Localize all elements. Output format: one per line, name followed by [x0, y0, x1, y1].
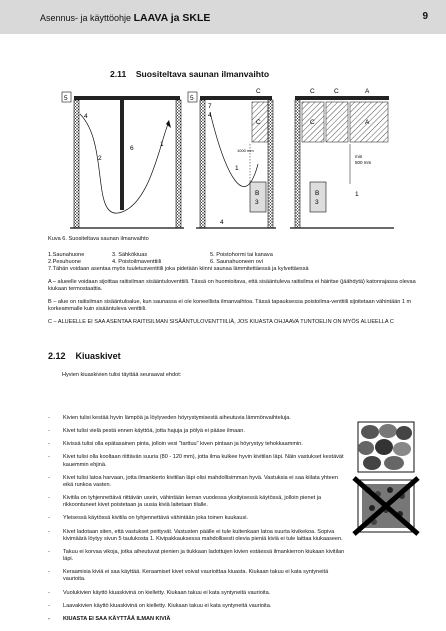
diagram-panel-2	[188, 92, 276, 228]
section-heading: Kiuaskivet	[75, 351, 121, 361]
label-7: 7	[208, 103, 212, 110]
legend-item: 6. Saunahuoneen ovi	[210, 259, 263, 266]
header-title	[40, 12, 210, 24]
legend-item: 4. Poistoilmaventtiili	[112, 259, 162, 266]
ventilation-figure	[50, 84, 395, 234]
wrong-stone-stacking	[354, 478, 418, 534]
label-500mm: 500 mm	[355, 160, 372, 165]
label-4b: 4	[208, 112, 212, 119]
legend-col-1	[48, 252, 84, 266]
label-1c: 1	[355, 191, 359, 198]
page-header	[0, 0, 446, 34]
list-item: - Kivet tulisi vielä pestä ennen käyttöä, jotta hajuja ja pölyä ei pääse ilmaan.	[48, 428, 245, 435]
list-item: - Kivet ladotaan siten, että vastukset peittyvät. Vastusten päälle ei tule kuitenkaan latoa suurta kivikekoa. Sopiva kivimäärä löytyy sivun 5 taulukosta 1. Kivipakkauksessa mahdollisesti olevia pieniä kiviä ei tule laittaa kiukaaseen.	[48, 528, 343, 542]
label-5b: 5	[190, 95, 194, 102]
stone-requirements-list	[48, 415, 348, 623]
section-number: 2.11	[110, 69, 127, 79]
label-1b: 1	[235, 165, 239, 172]
legend-line-7: 7.Tähän voidaan asentaa myös tuuletusventtiili joka pidetään kiinni saunaa lämmitettäessä ja kylvettäessä	[48, 266, 309, 272]
section-title-stones	[48, 351, 121, 361]
list-item: - Kivien tulisi kestää hyvin lämpöä ja löylyveden höyrystymisestä aiheutuvia lämmönvaihteluja.	[48, 415, 291, 421]
list-item: - Laavakivien käyttö kiuaskivinä on kielletty. Kiukaan takuu ei kata syntyneitä vaurioita.	[48, 602, 272, 609]
list-item: - Kivet tulisi latoa harvaan, jotta ilmankierto kivitilan läpi olisi mahdollisimman hyvä. Vastuksia ei saa kiilata yhteen eikä runkoa vasten.	[48, 474, 338, 488]
label-3a: 3	[255, 199, 259, 206]
legend-item: 5. Poistohormi tai kanava	[210, 252, 273, 258]
list-item: - Kivitila on tyhjennettävä riittävän usein, vähintään kerran vuodessa yksityisessä käytössä, jolloin pienet ja rikkoontuneet kivet poistetaan ja uusia kiviä laitetaan tilalle.	[48, 495, 322, 509]
label-min: min	[355, 154, 363, 159]
list-item: - Kivet tulisi olla kooltaan riittävän suuria (80 - 120 mm), jotta ilma kulkee hyvin kivitilan läpi. Näin vastukset kestävät kauemmin ehjinä.	[48, 454, 344, 468]
label-1000mm: 1000 mm	[237, 148, 254, 153]
header-left-text: Asennus- ja käyttöohje	[40, 13, 132, 23]
label-c5: C	[310, 119, 315, 126]
legend-item: 1.Saunahuone	[48, 252, 85, 258]
label-2: 2	[98, 155, 102, 162]
figure-caption: Kuva 6. Suositeltava saunan ilmanvaihto	[48, 236, 149, 242]
list-item: - Keraamisia kiviä ei saa käyttää. Keraamiset kivet voivat vaurioittaa kiuasta. Kiukaan takuu ei kata syntyneitä vaurioita.	[48, 569, 329, 583]
page-number: 9	[422, 11, 428, 22]
stones-intro: Hyvien kiuaskivien tulisi täyttää seuraavat ehdot:	[62, 372, 182, 378]
legend-col-3	[210, 252, 273, 266]
legend-col-2	[112, 252, 161, 266]
label-5: 5	[64, 95, 68, 102]
list-item: - Kivissä tulisi olla epätasainen pinta, jolloin vesi "tarttuu" kiven pintaan ja höyrystyy tehokkaammin.	[48, 441, 303, 448]
label-c1: C	[256, 88, 261, 95]
label-4: 4	[84, 113, 88, 120]
diagram-panel-1	[62, 92, 184, 228]
diagram-panel-3	[290, 96, 394, 228]
label-c4: C	[334, 88, 339, 95]
label-b2: B	[315, 190, 320, 197]
label-6: 6	[130, 145, 134, 152]
label-b1: B	[255, 190, 260, 197]
legend-item: 3. Sähkökiuas	[112, 252, 148, 258]
note-b: B – alue on raitisilman sisääntuloalue, kun saunassa ei ole koneellista ilmanvaihtoa. Tässä tapauksessa poistoilma-venttiili sijoitetaan vähintään 1 m korkeammalle kuin sisääntuleva venttiili.	[48, 299, 412, 313]
section-heading: Suositeltava saunan ilmanvaihto	[135, 69, 270, 79]
label-1: 1	[160, 141, 164, 148]
stones-illustration	[352, 418, 420, 536]
header-product: LAAVA ja SKLE	[133, 12, 211, 24]
note-c: C – ALUEELLE EI SAA ASENTAA RAITISILMAN SISÄÄNTULOVENTTIILIÄ, JOS KIUASTA OHJAAVA TUNTOELIN ON MYÖS ALUEELLA C	[48, 319, 394, 325]
label-c2: C	[256, 119, 261, 126]
label-a1: A	[365, 88, 370, 95]
list-item: - KIUASTA EI SAA KÄYTTÄÄ ILMAN KIVIÄ	[48, 615, 171, 622]
legend-item: 2.Pesuhuone	[48, 259, 81, 266]
label-c3: C	[310, 88, 315, 95]
list-item: - Vuolukivien käyttö kiuaskivinä on kielletty. Kiukaan takuu ei kata syntyneitä vaurioita.	[48, 589, 271, 596]
label-a2: A	[365, 119, 370, 126]
list-item: - Takuu ei korvaa vikoja, jotka aiheutuvat pienien ja tiukkaan ladottujen kivien estäessä ilmankierron kiukaan kivitilan läpi.	[48, 548, 345, 563]
correct-stone-stacking	[358, 422, 414, 472]
section-title-ventilation	[110, 69, 269, 79]
section-number: 2.12	[48, 351, 66, 361]
label-3b: 3	[315, 199, 319, 206]
label-4c: 4	[220, 219, 224, 226]
note-a: A – alueelle voidaan sijoittaa raitisilman sisääntuloventtiili. Tässä on huomioitava, että sisääntuleva raitisilma ei häiritse (jäähdytä) katonrajassa olevaa kiukaan termostaattia.	[48, 279, 416, 293]
list-item: - Yleisessä käytössä kivitila on tyhjennettävä vähintään joka toinen kuukausi.	[48, 515, 249, 522]
